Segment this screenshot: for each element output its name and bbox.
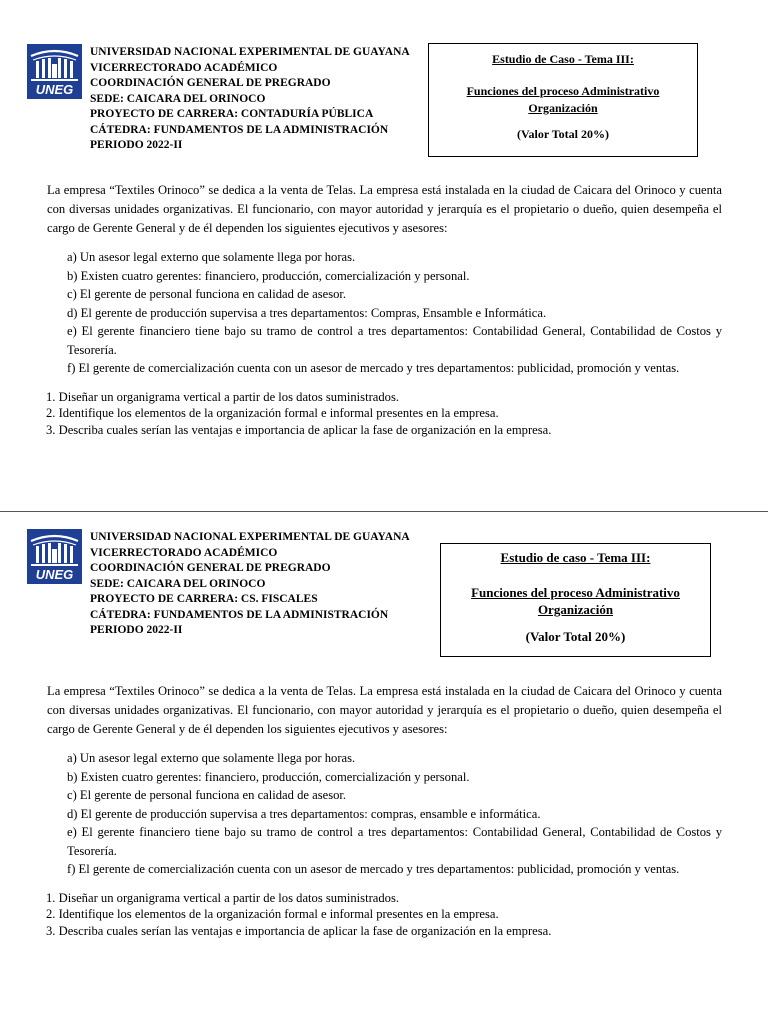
case-study-functions [441,584,710,618]
header-proyecto: PROYECTO DE CARRERA: CONTADURÍA PÚBLICA [90,108,374,120]
items-list [47,749,722,879]
items-list [47,248,722,378]
list-item: b) Existen cuatro gerentes: financiero, producción, comercialización y personal. [67,769,470,784]
list-item: f) El gerente de comercialización cuenta con un asesor de mercado y tres departamentos: publicidad, promoción y ventas. [67,862,680,876]
functions-line-1: Funciones del proceso Administrativo [471,585,680,600]
list-item: d) El gerente de producción supervisa a tres departamentos: Compras, Ensamble e Informática. [67,305,547,320]
case-study-functions [429,83,697,117]
list-item: b) Existen cuatro gerentes: financiero, producción, comercialización y personal. [67,268,470,283]
case-body [47,181,722,438]
list-item: c) El gerente de personal funciona en calidad de asesor. [67,287,347,301]
questions-list [46,890,721,940]
list-item: c) El gerente de personal funciona en calidad de asesor. [67,788,347,802]
header-periodo: PERIODO 2022-II [90,139,183,151]
intro-paragraph: La empresa “Textiles Orinoco” se dedica a la venta de Telas. La empresa está instalada en la ciudad de Caicara del Orinoco y cuenta con diversas unidades organizativas. El funcionario, con mayor autoridad y jerarquía es el propietario o dueño, quien desempeña el cargo de Gerente General y de él dependen los siguientes ejecutivos y asesores: [47,183,722,235]
case-study-title: Estudio de Caso - Tema III: [492,52,634,66]
question-item: 1. Diseñar un organigrama vertical a partir de los datos suministrados. [46,890,399,905]
question-item: 2. Identifique los elementos de la organización formal e informal presentes en la empresa. [46,406,499,420]
header-periodo: PERIODO 2022-II [90,624,183,636]
header-university: UNIVERSIDAD NACIONAL EXPERIMENTAL DE GUAYANA [90,531,410,543]
header-vicerrectorado: VICERRECTORADO ACADÉMICO [90,61,278,74]
svg-text:UNEG: UNEG [35,567,74,582]
functions-line-1: Funciones del proceso Administrativo [466,84,660,98]
header-coordinacion: COORDINACIÓN GENERAL DE PREGRADO [90,562,331,574]
svg-text:UNEG: UNEG [35,82,74,97]
uneg-logo-icon [27,529,82,584]
list-item: e) El gerente financiero tiene bajo su tramo de control a tres departamentos: Contabilidad General, Contabilidad de Costos y Tesorería. [67,324,722,357]
header-university: UNIVERSIDAD NACIONAL EXPERIMENTAL DE GUAYANA [90,46,410,58]
list-item: e) El gerente financiero tiene bajo su tramo de control a tres departamentos: Contabilidad General, Contabilidad de Costos y Tesorería. [67,825,722,858]
list-item: d) El gerente de producción supervisa a tres departamentos: compras, ensamble e informática. [67,806,541,821]
functions-line-2: Organización [528,101,598,115]
list-item: a) Un asesor legal externo que solamente llega por horas. [67,250,356,264]
intro-paragraph: La empresa “Textiles Orinoco” se dedica a la venta de Telas. La empresa está instalada en la ciudad de Caicara del Orinoco y cuenta con diversas unidades organizativas. El funcionario, con mayor autoridad y jerarquía es el propietario o dueño, quien desempeña el cargo de Gerente General y de él dependen los siguientes ejecutivos y asesores: [47,684,722,736]
question-item: 3. Describa cuales serían las ventajas e importancia de aplicar la fase de organización en la empresa. [46,422,552,437]
case-study-title: Estudio de caso - Tema III: [500,550,651,565]
header-sede: SEDE: CAICARA DEL ORINOCO [90,92,266,105]
case-study-value: (Valor Total 20%) [525,629,626,644]
header-catedra: CÁTEDRA: FUNDAMENTOS DE LA ADMINISTRACIÓN [90,123,389,136]
case-study-box [428,43,698,157]
list-item: a) Un asesor legal externo que solamente llega por horas. [67,751,356,765]
header-vicerrectorado: VICERRECTORADO ACADÉMICO [90,546,278,559]
case-study-box [440,543,711,657]
question-item: 3. Describa cuales serían las ventajas e importancia de aplicar la fase de organización en la empresa. [46,923,552,938]
question-item: 1. Diseñar un organigrama vertical a partir de los datos suministrados. [46,389,399,404]
list-item: f) El gerente de comercialización cuenta con un asesor de mercado y tres departamentos: publicidad, promoción y ventas. [67,361,680,375]
question-item: 2. Identifique los elementos de la organización formal e informal presentes en la empresa. [46,907,499,921]
institution-header [90,530,410,639]
cut-line-divider [0,511,768,512]
institution-header [90,45,410,154]
header-proyecto: PROYECTO DE CARRERA: CS. FISCALES [90,593,318,605]
header-sede: SEDE: CAICARA DEL ORINOCO [90,577,266,590]
header-catedra: CÁTEDRA: FUNDAMENTOS DE LA ADMINISTRACIÓN [90,608,389,621]
header-coordinacion: COORDINACIÓN GENERAL DE PREGRADO [90,77,331,89]
questions-list [46,389,721,439]
functions-line-2: Organización [537,602,614,617]
case-study-value: (Valor Total 20%) [516,127,609,141]
case-body [47,682,722,939]
uneg-logo-icon [27,44,82,99]
